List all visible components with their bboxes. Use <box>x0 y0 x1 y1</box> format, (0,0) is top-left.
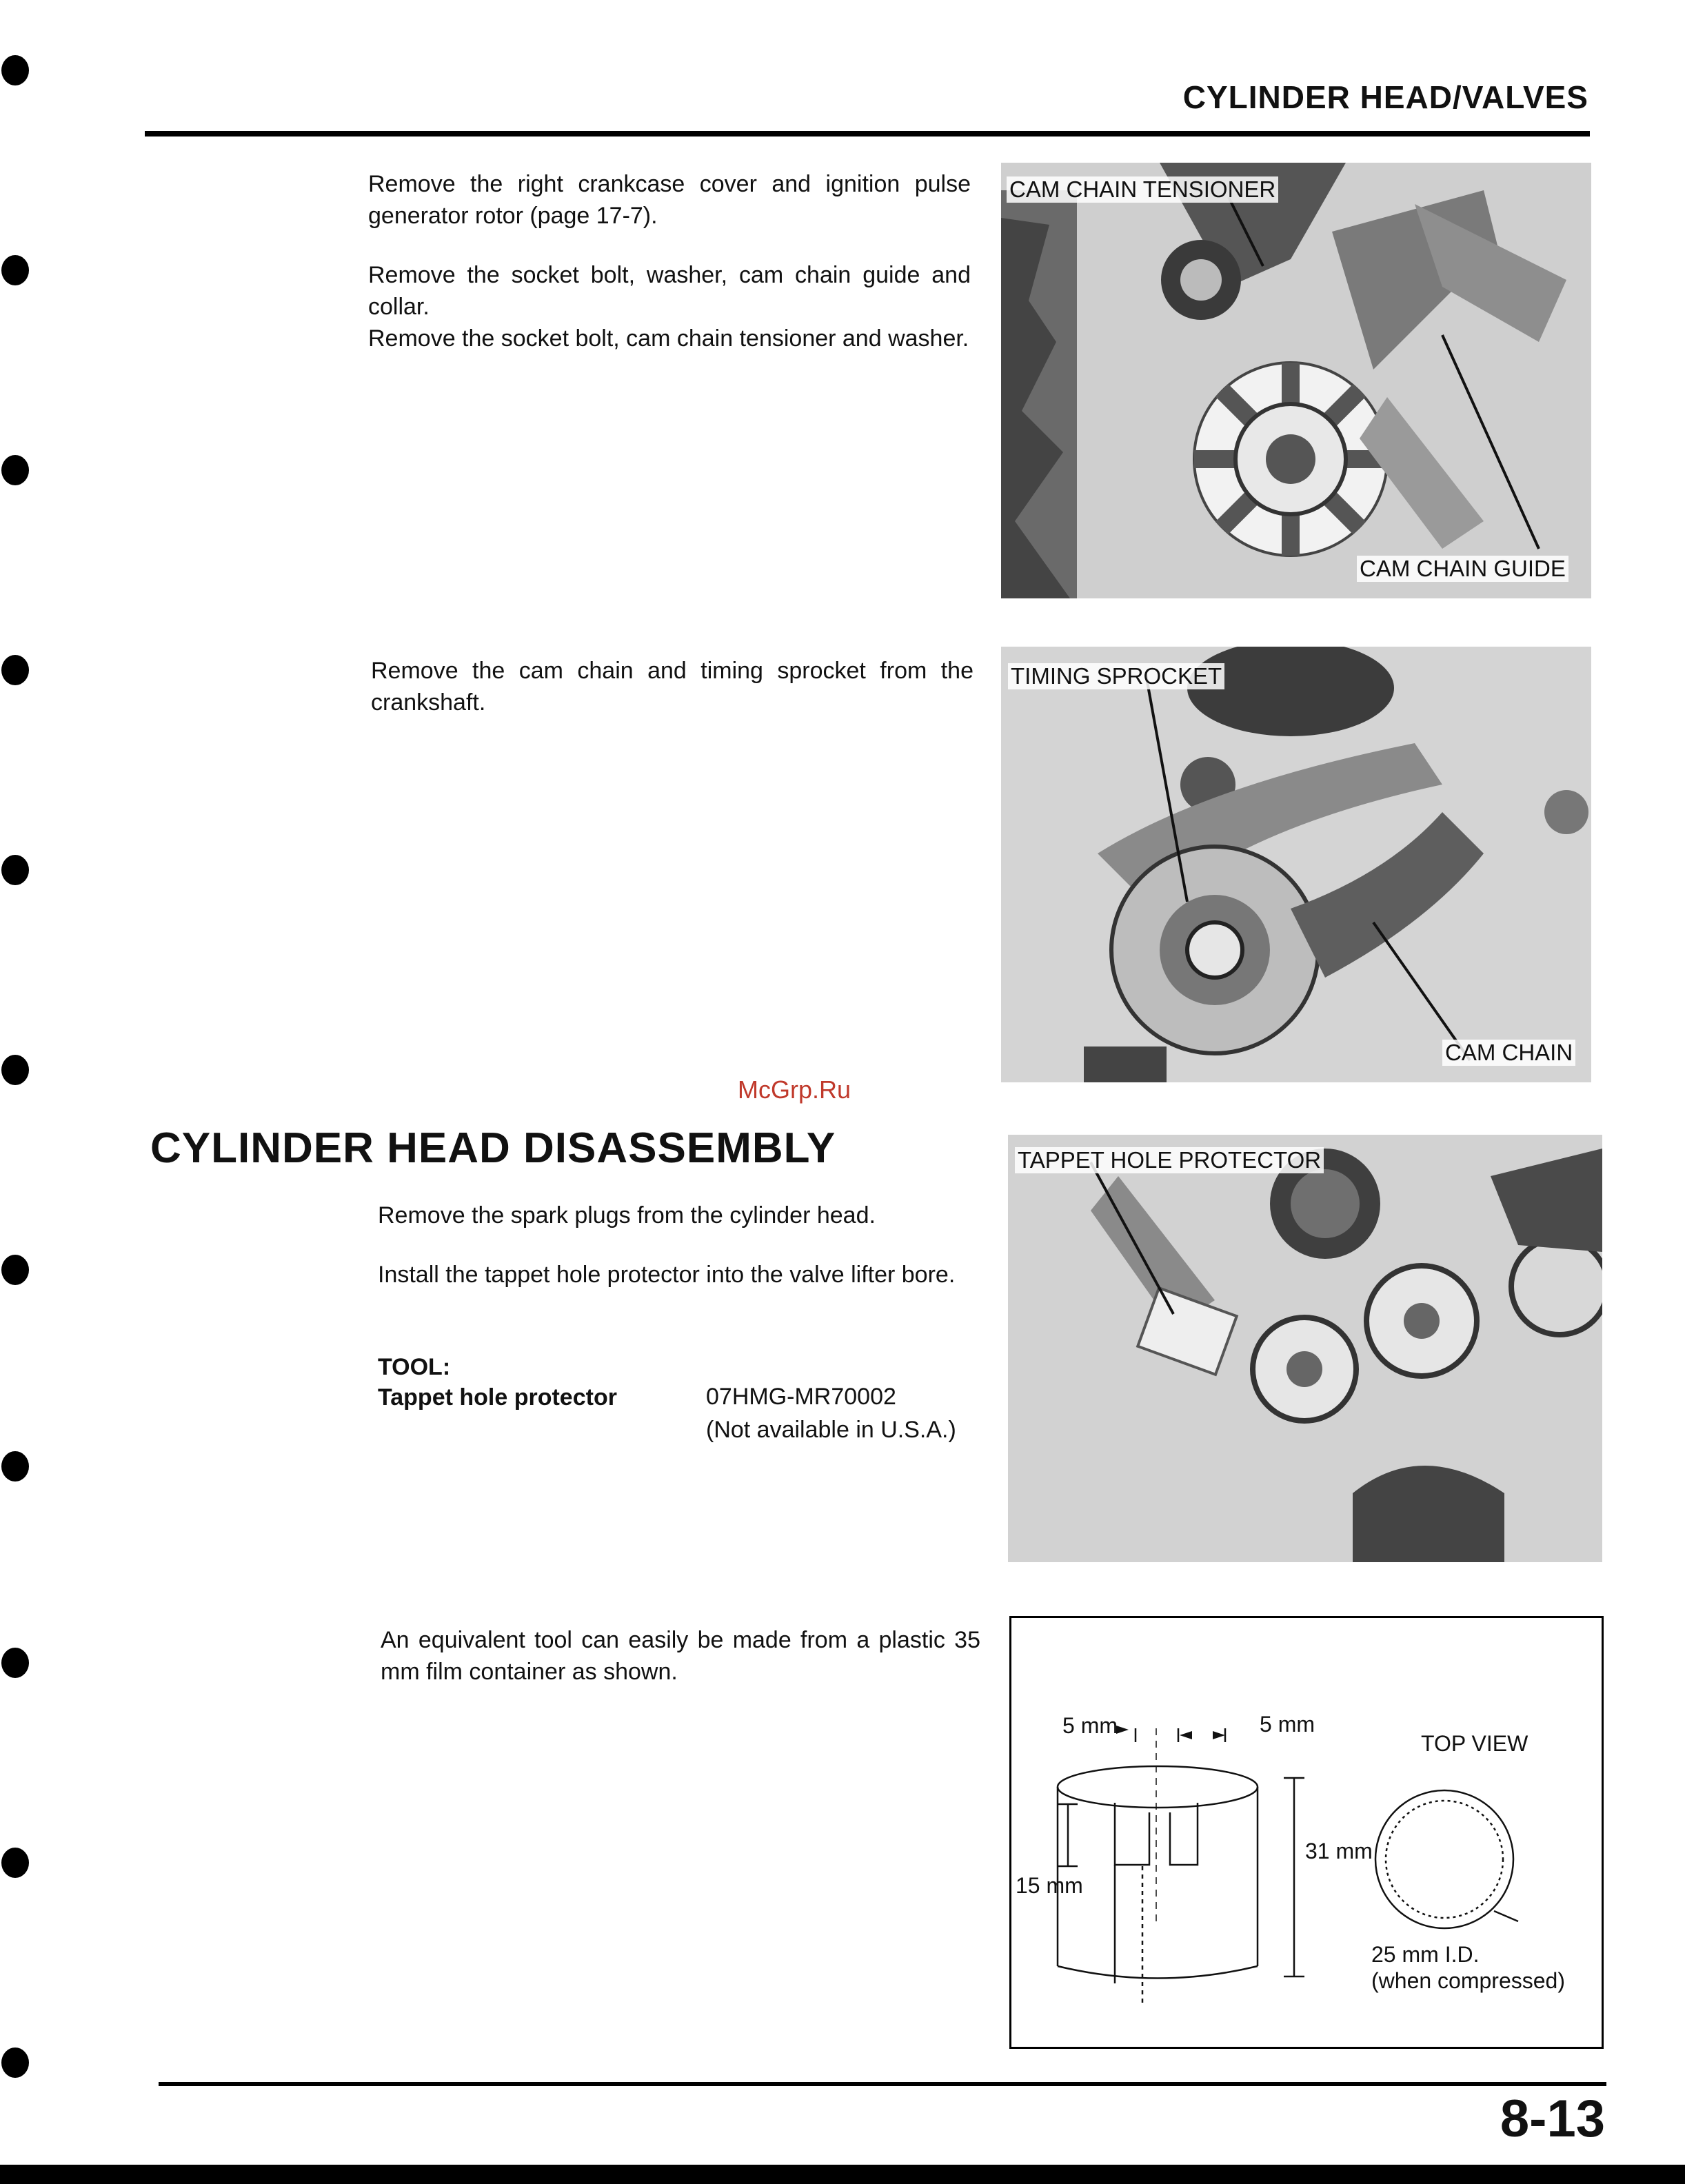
height-label: 31 mm <box>1305 1839 1373 1863</box>
section-title: CYLINDER HEAD DISASSEMBLY <box>150 1124 836 1172</box>
page-number: 8-13 <box>1500 2090 1605 2148</box>
step-3-text: Remove the socket bolt, cam chain tensioner and washer. <box>368 325 969 352</box>
film-container-diagram <box>1009 1616 1604 2049</box>
section-para-1: Remove the spark plugs from the cylinder head. <box>378 1202 876 1228</box>
callout-cam-chain: CAM CHAIN <box>1442 1040 1575 1066</box>
watermark: McGrp.Ru <box>738 1075 851 1104</box>
tappet-hole-protector-photo <box>1008 1135 1602 1562</box>
step-1-text: Remove the right crankcase cover and ignition pulse generator rotor (page 17-7). <box>368 171 971 229</box>
step-2-text: Remove the socket bolt, washer, cam chain guide and collar. <box>368 262 971 320</box>
callout-timing-sprocket: TIMING SPROCKET <box>1008 663 1224 689</box>
section-para-2: Install the tappet hole protector into the valve lifter bore. <box>378 1262 956 1288</box>
top-view-label: TOP VIEW <box>1421 1731 1528 1756</box>
timing-sprocket-photo <box>1001 647 1591 1082</box>
binder-hole <box>1 1255 29 1285</box>
cam-chain-tensioner-photo <box>1001 163 1591 598</box>
scan-bottom-edge <box>0 2165 1685 2184</box>
callout-cam-chain-guide: CAM CHAIN GUIDE <box>1357 556 1568 582</box>
binder-hole <box>1 1451 29 1482</box>
section-para-3: An equivalent tool can easily be made from a plastic 35 mm film container as shown. <box>381 1627 980 1685</box>
tool-name: Tappet hole protector <box>378 1384 617 1410</box>
page-header-title: CYLINDER HEAD/VALVES <box>1182 79 1588 115</box>
binder-hole <box>1 1055 29 1085</box>
binder-hole <box>1 2048 29 2078</box>
binder-hole <box>1 1648 29 1678</box>
inner-diameter-label: 25 mm I.D. <box>1371 1942 1480 1967</box>
footer-rule <box>159 2082 1606 2086</box>
tool-number: 07HMG-MR70002 <box>706 1384 896 1410</box>
binder-hole <box>1 855 29 885</box>
tool-note: (Not available in U.S.A.) <box>706 1417 956 1443</box>
slot-label: 15 mm <box>1016 1873 1083 1898</box>
binder-hole <box>1 55 29 85</box>
binder-hole <box>1 455 29 485</box>
inner-diameter-note: (when compressed) <box>1371 1968 1565 1993</box>
callout-cam-chain-tensioner: CAM CHAIN TENSIONER <box>1007 176 1278 203</box>
dim-right-label: 5 mm <box>1260 1712 1315 1737</box>
dim-left-label: 5 mm <box>1062 1713 1118 1738</box>
callout-tappet-hole-protector: TAPPET HOLE PROTECTOR <box>1015 1147 1324 1173</box>
binder-hole <box>1 1848 29 1878</box>
binder-hole <box>1 655 29 685</box>
header-rule <box>145 131 1590 136</box>
step-4-text: Remove the cam chain and timing sprocket from the crankshaft. <box>371 658 973 716</box>
binder-hole <box>1 255 29 285</box>
tool-heading: TOOL: <box>378 1354 451 1380</box>
